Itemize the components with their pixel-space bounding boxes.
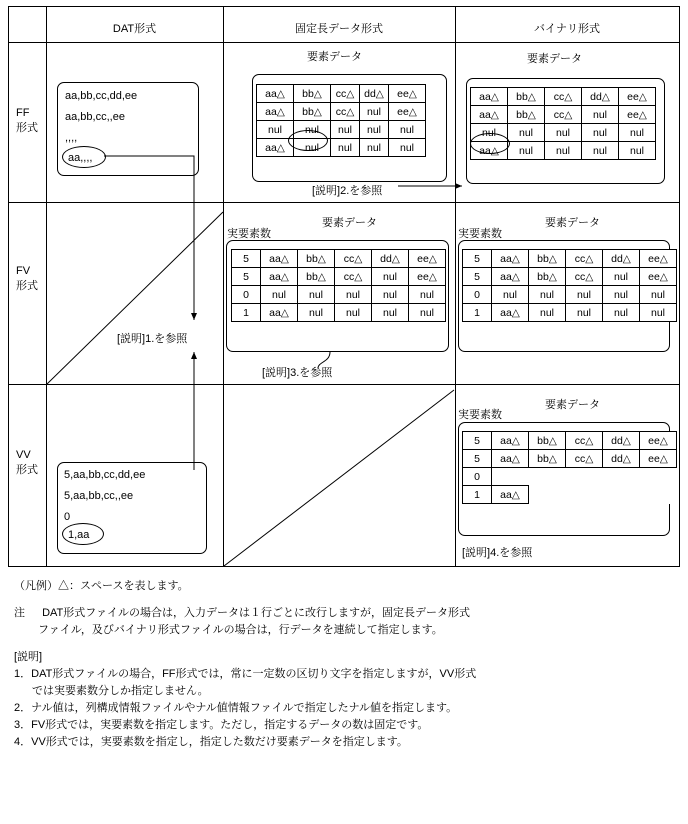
ff-dat-line-4: aa,,,,	[68, 152, 93, 164]
cell: dd△	[603, 250, 640, 268]
cell: nul	[257, 121, 294, 139]
table-row	[463, 304, 677, 322]
count-cell: 5	[463, 432, 492, 450]
cell: nul	[640, 286, 677, 304]
fv-binary-actual-count-label: 実要素数	[458, 228, 502, 240]
ff-fixed-table	[256, 84, 426, 157]
table-row	[471, 88, 656, 106]
cell: nul	[582, 106, 619, 124]
grid-hline-bottom	[8, 566, 680, 567]
cell: aa△	[257, 85, 294, 103]
vv-dat-line-3: 0	[64, 511, 71, 523]
vv-dat-line-2: 5,aa,bb,cc,,ee	[64, 490, 134, 502]
count-cell: 1	[463, 304, 492, 322]
table-row	[463, 268, 677, 286]
ff-dat-line-2: aa,bb,cc,,ee	[65, 111, 125, 123]
cell: nul	[603, 286, 640, 304]
cell: bb△	[529, 450, 566, 468]
cell: nul	[603, 268, 640, 286]
table-row	[232, 268, 446, 286]
note-line-2: ファイル，及びバイナリ形式ファイルの場合は，行データを連続して指定します。	[38, 624, 443, 636]
row-header-fv: FV 形式	[16, 265, 38, 292]
column-header-binary: バイナリ形式	[534, 23, 600, 35]
explanation-text-1: DAT形式ファイルの場合，FF形式では，常に一定数の区切り文字を指定しますが，VV形式	[31, 668, 477, 680]
cell: nul	[360, 121, 389, 139]
cell: aa△	[471, 106, 508, 124]
cell: cc△	[566, 250, 603, 268]
table-row	[232, 250, 446, 268]
legend-line: （凡例）△：スペースを表します。	[14, 580, 189, 592]
table-row	[463, 450, 677, 468]
cell: aa△	[492, 268, 529, 286]
cell: bb△	[508, 106, 545, 124]
cell: ee△	[640, 450, 677, 468]
cell: ee△	[619, 88, 656, 106]
count-cell: 5	[463, 450, 492, 468]
cell: nul	[529, 286, 566, 304]
fv-fixed-ref3-label: [説明]3.を参照	[262, 367, 333, 379]
cell: ee△	[389, 85, 426, 103]
grid-vline-dat	[223, 6, 224, 566]
explanation-text-3: FV形式では，実要素数を指定します。ただし，指定するデータの数は固定です。	[31, 719, 429, 731]
grid-hline-header	[8, 42, 680, 43]
cell: ee△	[619, 106, 656, 124]
count-cell: 0	[463, 286, 492, 304]
vv-dat-line-1: 5,aa,bb,cc,dd,ee	[64, 469, 146, 481]
table-row	[463, 468, 677, 486]
cell: bb△	[529, 250, 566, 268]
grid-vline-right	[679, 6, 680, 566]
fv-binary-table	[462, 249, 677, 322]
table-row	[463, 432, 677, 450]
explanation-num-1: 1．	[14, 668, 32, 680]
cell: nul	[529, 304, 566, 322]
cell: cc△	[566, 450, 603, 468]
row-header-ff: FF 形式	[16, 107, 38, 134]
cell: cc△	[566, 432, 603, 450]
explanation-text-2: ナル値は，列構成情報ファイルやナル値情報ファイルで指定したナル値を指定します。	[31, 702, 458, 714]
cell: aa△	[257, 103, 294, 121]
note-line-1	[14, 605, 674, 622]
explanation-num-4: 4．	[14, 736, 32, 748]
vv-binary-actual-count-label: 実要素数	[458, 409, 502, 421]
table-row	[232, 304, 446, 322]
explanation-num-3: 3．	[14, 719, 32, 731]
ff-dat-line-1: aa,bb,cc,dd,ee	[65, 90, 138, 102]
table-row	[257, 85, 426, 103]
vv-binary-element-data-label: 要素データ	[545, 399, 600, 411]
cell: nul	[360, 139, 389, 157]
grid-hline-top	[8, 6, 680, 7]
cell: aa△	[471, 88, 508, 106]
cell: cc△	[545, 88, 582, 106]
cell: bb△	[529, 268, 566, 286]
cell: cc△	[331, 103, 360, 121]
cell: aa△	[492, 486, 529, 504]
grid-vline-left	[8, 6, 9, 566]
cell: nul	[389, 139, 426, 157]
cell: nul	[582, 142, 619, 160]
cell: ee△	[409, 250, 446, 268]
table-row	[257, 139, 426, 157]
count-cell: 1	[463, 486, 492, 504]
cell: nul	[294, 121, 331, 139]
cell: cc△	[566, 268, 603, 286]
table-row	[463, 250, 677, 268]
cell: ee△	[409, 268, 446, 286]
cell: nul	[360, 103, 389, 121]
vv-dat-line-4: 1,aa	[68, 529, 90, 541]
cell: nul	[372, 268, 409, 286]
ff-fixed-ref2-label: [説明]2.を参照	[312, 185, 383, 197]
cell: dd△	[603, 450, 640, 468]
explanation-item-2	[14, 700, 674, 717]
cell: nul	[335, 304, 372, 322]
note-block	[14, 605, 674, 639]
cell: aa△	[492, 250, 529, 268]
fv-fixed-actual-count-label: 実要素数	[227, 228, 271, 240]
cell: dd△	[360, 85, 389, 103]
cell: ee△	[389, 103, 426, 121]
ff-dat-highlight-ellipse	[62, 146, 106, 168]
count-cell: 5	[232, 268, 261, 286]
cell: nul	[508, 124, 545, 142]
table-row	[257, 103, 426, 121]
cell: nul	[298, 286, 335, 304]
vv-binary-ref4-label: [説明]4.を参照	[462, 547, 533, 559]
vv-binary-table	[462, 431, 677, 504]
note-text-1: DAT形式ファイルの場合は，入力データは１行ごとに改行しますが，固定長データ形式	[42, 607, 471, 619]
cell: cc△	[331, 85, 360, 103]
cell: nul	[471, 124, 508, 142]
fv-binary-element-data-label: 要素データ	[545, 217, 600, 229]
count-cell: 0	[463, 468, 492, 486]
cell: bb△	[508, 88, 545, 106]
cell: nul	[294, 139, 331, 157]
cell: ee△	[640, 268, 677, 286]
cell: nul	[508, 142, 545, 160]
explanation-item-3	[14, 717, 674, 734]
row-header-vv: VV 形式	[16, 449, 38, 476]
table-row	[463, 286, 677, 304]
cell: bb△	[529, 432, 566, 450]
cell: nul	[582, 124, 619, 142]
cell: nul	[619, 142, 656, 160]
cell: aa△	[261, 268, 298, 286]
column-header-fixed: 固定長データ形式	[295, 23, 383, 35]
cell: nul	[331, 139, 360, 157]
explanation-item-1	[14, 666, 674, 683]
cell: aa△	[471, 142, 508, 160]
explanation-title: [説明]	[14, 651, 43, 663]
cell: ee△	[640, 432, 677, 450]
cell: nul	[331, 121, 360, 139]
fv-fixed-table	[231, 249, 446, 322]
count-cell: 1	[232, 304, 261, 322]
cell: dd△	[603, 432, 640, 450]
cell: aa△	[492, 304, 529, 322]
vv-dat-highlight-ellipse	[62, 523, 104, 545]
cell: cc△	[335, 268, 372, 286]
cell: nul	[545, 142, 582, 160]
cell: nul	[640, 304, 677, 322]
cell: ee△	[640, 250, 677, 268]
cell: nul	[261, 286, 298, 304]
count-cell: 5	[463, 250, 492, 268]
note-marker: 注	[14, 607, 25, 619]
cell: nul	[619, 124, 656, 142]
cell: nul	[566, 304, 603, 322]
cell: aa△	[492, 432, 529, 450]
ff-fixed-element-data-label: 要素データ	[307, 51, 362, 63]
explanation-block	[14, 649, 674, 751]
ff-dat-line-3: ,,,,	[65, 132, 78, 144]
grid-vline-rowhdr	[46, 6, 47, 566]
grid-hline-fv-vv	[8, 384, 680, 385]
ff-fixed-null-ellipse	[288, 130, 328, 151]
explanation-item-1-cont: では実要素数分しか指定しません。	[32, 685, 209, 697]
cell: nul	[409, 304, 446, 322]
cell: cc△	[335, 250, 372, 268]
cell: aa△	[261, 304, 298, 322]
cell: nul	[492, 286, 529, 304]
ref1-label: [説明]1.を参照	[117, 333, 188, 345]
explanation-num-2: 2．	[14, 702, 32, 714]
cell: dd△	[582, 88, 619, 106]
grid-hline-ff-fv	[8, 202, 680, 203]
cell: nul	[298, 304, 335, 322]
cell: dd△	[372, 250, 409, 268]
explanation-text-4: VV形式では，実要素数を指定し，指定した数だけ要素データを指定します。	[31, 736, 408, 748]
cell: nul	[335, 286, 372, 304]
fv-fixed-element-data-label: 要素データ	[322, 217, 377, 229]
cell: nul	[389, 121, 426, 139]
cell: bb△	[294, 85, 331, 103]
cell: bb△	[298, 250, 335, 268]
cell: nul	[372, 304, 409, 322]
explanation-item-4	[14, 734, 674, 751]
grid-vline-fixed	[455, 6, 456, 566]
count-cell: 5	[463, 268, 492, 286]
cell: nul	[545, 124, 582, 142]
cell: nul	[409, 286, 446, 304]
table-row	[471, 106, 656, 124]
cell: aa△	[257, 139, 294, 157]
ff-binary-null-ellipse	[470, 133, 510, 154]
table-row	[463, 486, 677, 504]
cell: nul	[372, 286, 409, 304]
cell: bb△	[294, 103, 331, 121]
table-row	[232, 286, 446, 304]
cell: nul	[603, 304, 640, 322]
count-cell: 0	[232, 286, 261, 304]
table-row	[257, 121, 426, 139]
cell: aa△	[492, 450, 529, 468]
column-header-dat: DAT形式	[112, 23, 157, 35]
count-cell: 5	[232, 250, 261, 268]
cell: bb△	[298, 268, 335, 286]
notes-block	[14, 578, 674, 751]
cell: nul	[566, 286, 603, 304]
cell: aa△	[261, 250, 298, 268]
ff-binary-element-data-label: 要素データ	[527, 53, 582, 65]
cell: cc△	[545, 106, 582, 124]
